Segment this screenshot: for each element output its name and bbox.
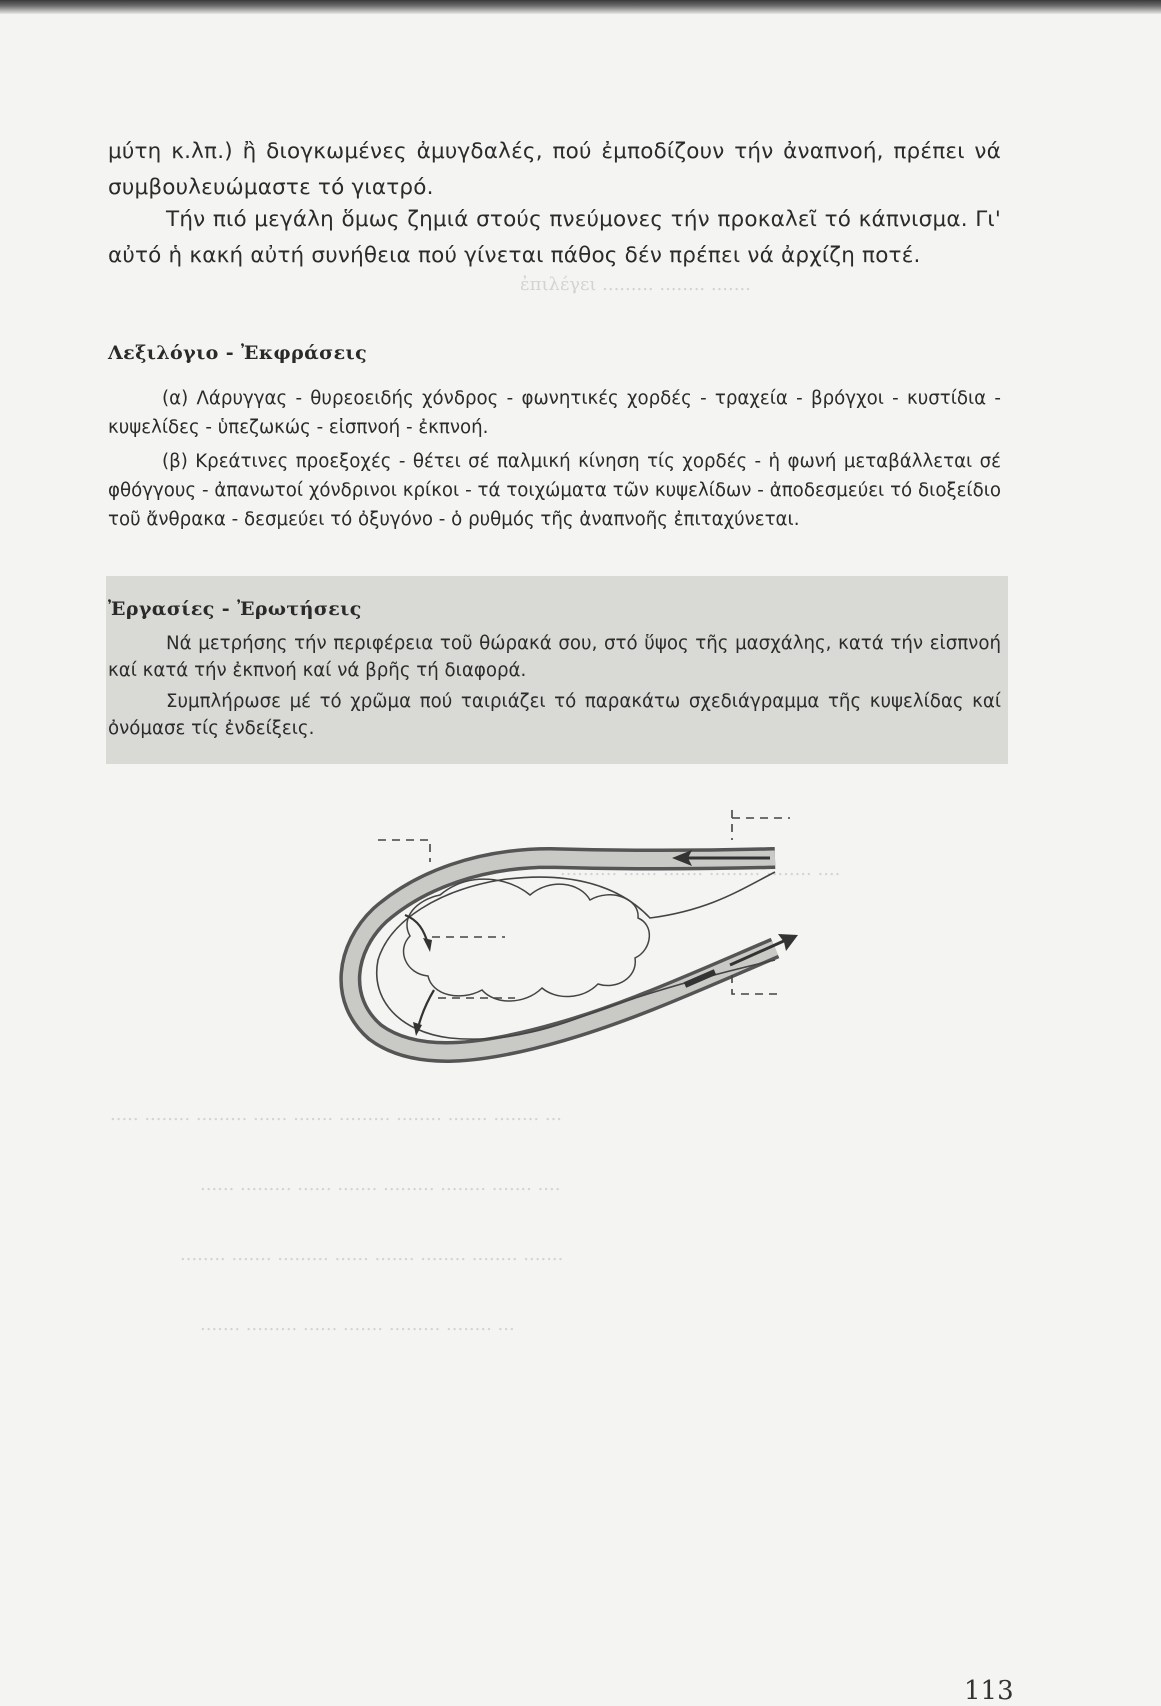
label-line-top-left <box>378 840 430 862</box>
vocabulary-item-b: (β) Κρεάτινες προεξοχές - θέτει σέ παλμική κίνηση τίς χορδές - ἡ φωνή μεταβάλλεται σέ φθόγγους - ἀπανωτοί χόνδρινοι κρίκοι - τά τοιχώματα τῶν κυψελίδων - ἀποδεσμεύει τό διοξείδιο τοῦ ἄνθρακα - δεσμεύει τό ὀξυγόνο - ὁ ρυθμός τῆς ἀναπνοῆς ἐπιταχύνεται. <box>108 451 1001 530</box>
task-item: Συμπλήρωσε μέ τό χρῶμα πού ταιριάζει τό παρακάτω σχεδιάγραμμα τῆς κυψελίδας καί ὀνόμασε τίς ἐνδείξεις. <box>108 691 1001 739</box>
paragraph-continuation: μύτη κ.λπ.) ἢ διογκωμένες ἀμυγδαλές, πού ἐμποδίζουν τήν ἀναπνοή, πρέπει νά συμβουλευώμαστε τό γιατρό. <box>108 139 1001 200</box>
vocabulary-list <box>108 384 1001 539</box>
alveolus-diagram <box>320 800 820 1070</box>
page-top-edge <box>0 0 1161 14</box>
task-item: Νά μετρήσης τήν περιφέρεια τοῦ θώρακά σου, στό ὕψος τῆς μασχάλης, κατά τήν εἰσπνοή καί κατά τήν ἐκπνοή καί νά βρῆς τή διαφορά. <box>108 633 1001 681</box>
tasks-list <box>108 630 1001 746</box>
exchange-arrow-2 <box>418 990 434 1028</box>
page-number: 113 <box>964 1676 1014 1706</box>
vocabulary-heading: Λεξιλόγιο - Ἐκφράσεις <box>108 342 368 364</box>
tasks-heading: Ἐργασίες - Ἐρωτήσεις <box>108 598 362 620</box>
label-line-top-right <box>732 810 790 840</box>
alveolus-inner-wall <box>377 872 775 1039</box>
exchange-arrowhead-1 <box>423 938 432 952</box>
exchange-arrowhead-2 <box>413 1022 422 1036</box>
label-line-bottom-right <box>732 975 782 994</box>
vocabulary-item-a: (α) Λάρυγγας - θυρεοειδής χόνδρος - φωνητικές χορδές - τραχεία - βρόγχοι - κυστίδια - κυψελίδες - ὑπεζωκώς - εἰσπνοή - ἐκπνοή. <box>108 388 1001 438</box>
paragraph-smoking: Τήν πιό μεγάλη ὅμως ζημιά στούς πνεύμονες τήν προκαλεῖ τό κάπνισμα. Γι' αὐτό ἡ κακή αὐτή συνήθεια πού γίνεται πάθος δέν πρέπει νά ἀρχίζη ποτέ. <box>108 207 1001 268</box>
